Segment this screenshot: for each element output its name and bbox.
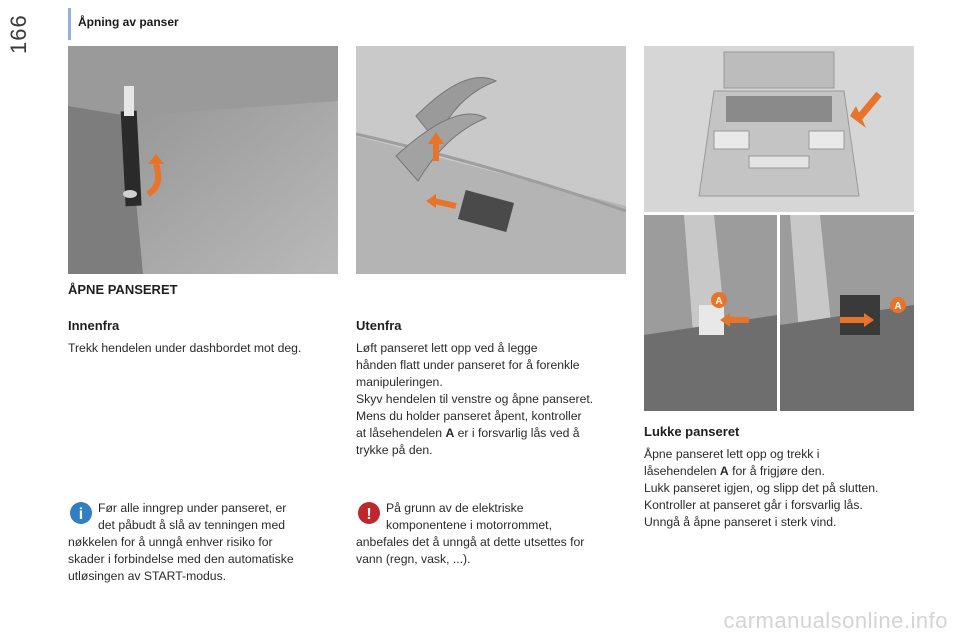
- info-icon-glyph: i: [78, 506, 84, 523]
- main-heading: ÅPNE PANSERET: [68, 282, 178, 297]
- info-line: skader i forbindelse med den automatiske: [68, 552, 294, 566]
- warning-icon-glyph: !: [366, 506, 372, 523]
- info-line: nøkkelen for å unngå enhver risiko for: [68, 535, 273, 549]
- info-line: det påbudt å slå av tenningen med: [98, 518, 286, 532]
- info-line: utløsingen av START-modus.: [68, 569, 227, 583]
- info-note: [68, 500, 348, 585]
- outside-line-with-bold: [356, 425, 636, 442]
- outside-line-part: er i forsvarlig lås ved å: [454, 426, 580, 440]
- outside-line: trykke på den.: [356, 443, 433, 457]
- warning-line: anbefales det å unngå at dette utsettes for: [356, 535, 585, 549]
- info-icon: [68, 500, 94, 526]
- callout-a-left: A: [715, 296, 723, 307]
- photo-van-front: [644, 46, 914, 212]
- closing-heading: Lukke panseret: [644, 424, 740, 439]
- closing-text: [644, 446, 924, 531]
- callout-a-right: A: [894, 301, 902, 312]
- inside-text: [68, 340, 348, 357]
- closing-line: Åpne panseret lett opp og trekk i: [644, 447, 820, 461]
- photo-release-lever-right: [780, 215, 914, 411]
- outside-line: manipuleringen.: [356, 375, 443, 389]
- warning-line: På grunn av de elektriske: [386, 501, 524, 515]
- closing-line-with-bold: [644, 463, 924, 480]
- warning-line: komponentene i motorrommet,: [386, 518, 552, 532]
- watermark: carmanualsonline.info: [723, 608, 948, 633]
- inside-heading: Innenfra: [68, 318, 120, 333]
- outside-line-part: at låsehendelen: [356, 426, 446, 440]
- closing-line-part: for å frigjøre den.: [728, 464, 825, 478]
- closing-line: Unngå å åpne panseret i sterk vind.: [644, 515, 837, 529]
- outside-text: [356, 340, 636, 459]
- closing-line: Lukk panseret igjen, og slipp det på slutten.: [644, 481, 879, 495]
- outside-heading: Utenfra: [356, 318, 402, 333]
- closing-line: Kontroller at panseret går i forsvarlig lås.: [644, 498, 863, 512]
- closing-bold-letter: A: [719, 464, 729, 478]
- info-line: Før alle inngrep under panseret, er: [98, 501, 287, 515]
- inside-text-line: Trekk hendelen under dashbordet mot deg.: [68, 341, 302, 355]
- closing-line-part: låsehendelen: [644, 464, 720, 478]
- warning-icon: [356, 500, 382, 526]
- outside-bold-letter: A: [445, 426, 455, 440]
- photo-release-lever-left: [644, 215, 777, 411]
- outside-line: hånden flatt under panseret for å forenkle: [356, 358, 580, 372]
- page-number: 166: [6, 14, 31, 54]
- photo-exterior-latch: [356, 46, 626, 274]
- outside-line: Løft panseret lett opp ved å legge: [356, 341, 538, 355]
- header-accent-bar: [68, 8, 71, 40]
- outside-line: Mens du holder panseret åpent, kontroller: [356, 409, 582, 423]
- warning-note: [356, 500, 636, 568]
- page-header-title: Åpning av panser: [78, 15, 179, 29]
- warning-line: vann (regn, vask, ...).: [356, 552, 471, 566]
- photo-interior-lever: [68, 46, 338, 274]
- outside-line: Skyv hendelen til venstre og åpne panseret.: [356, 392, 594, 406]
